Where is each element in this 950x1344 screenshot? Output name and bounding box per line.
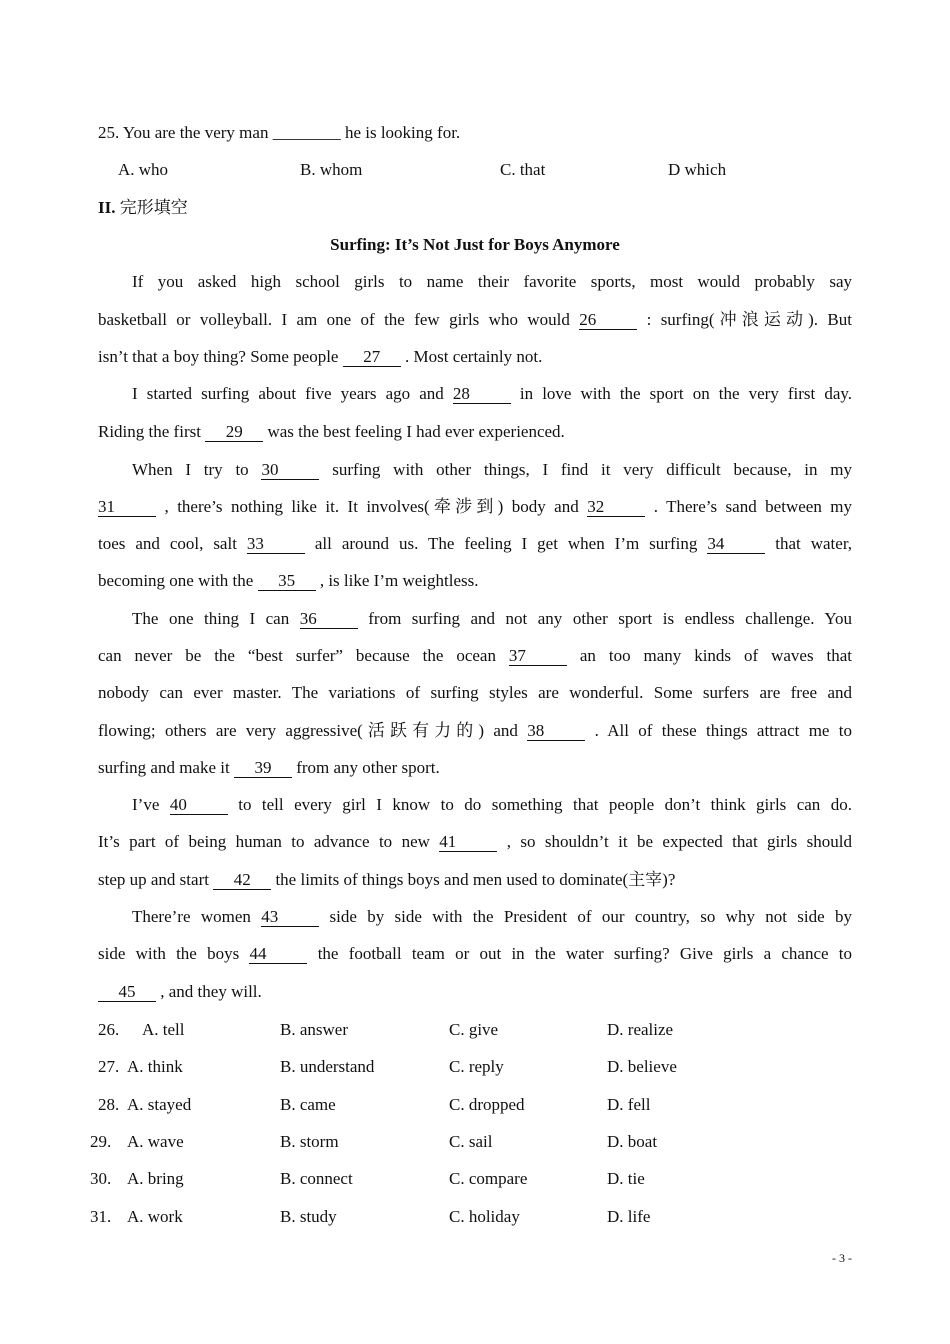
blank-41: 41	[439, 832, 497, 852]
passage-text: I started surfing about five years ago and	[132, 384, 444, 403]
passage-line	[98, 420, 852, 444]
section-heading	[98, 196, 188, 220]
passage-line	[98, 495, 852, 519]
passage-line	[98, 719, 852, 743]
option-number: 30.	[90, 1169, 112, 1188]
blank-28: 28	[453, 384, 511, 404]
passage-text: the limits of things boys and men used to dominate(主宰)?	[275, 870, 676, 889]
blank-30: 30	[261, 460, 319, 480]
blank-33: 33	[247, 534, 305, 554]
passage-line	[98, 308, 852, 332]
page-number: - 3 -	[832, 1251, 852, 1265]
passage-text: surfing with other things, I find it very difficult because, in my	[332, 460, 853, 479]
passage-text: There’re women	[132, 907, 251, 926]
passage-text: side by side with the President of our country, so why not side by	[329, 907, 852, 926]
option-a: A. tell	[142, 1020, 185, 1039]
option-d: D. boat	[607, 1132, 658, 1151]
passage-line	[98, 644, 852, 668]
option-c: C. sail	[449, 1132, 493, 1151]
passage-line	[98, 681, 852, 705]
option-b: B. came	[280, 1095, 336, 1114]
option-c: C. reply	[449, 1057, 504, 1076]
passage-text: basketball or volleyball. I am one of the few girls who would	[98, 310, 570, 329]
passage-text: nobody can ever master. The variations of surfing styles are wonderful. Some surfers are free and	[98, 683, 852, 702]
option-b: B. connect	[280, 1169, 353, 1188]
option-a: A. stayed	[127, 1095, 192, 1114]
passage-text: If you asked high school girls to name their favorite sports, most would probably say	[132, 272, 852, 291]
q25-option-b: B. whom	[300, 160, 363, 179]
passage-text: Riding the first	[98, 422, 201, 441]
passage-text: , so shouldn’t it be expected that girls should	[506, 832, 853, 851]
option-b: B. understand	[280, 1057, 375, 1076]
passage-text: . All of these things attract me to	[594, 721, 853, 740]
option-c: C. compare	[449, 1169, 528, 1188]
passage-line	[132, 793, 852, 817]
option-a: A. bring	[127, 1169, 184, 1188]
option-d: D. tie	[607, 1169, 645, 1188]
blank-36: 36	[300, 609, 358, 629]
passage-text: , is like I’m weightless.	[319, 571, 479, 590]
blank-37: 37	[509, 646, 567, 666]
passage-text: that water,	[775, 534, 853, 553]
passage-text: I’ve	[132, 795, 160, 814]
passage-text: can never be the “best surfer” because the ocean	[98, 646, 496, 665]
blank-45: 45	[98, 982, 156, 1002]
q25-stem-post: he is looking for.	[344, 123, 461, 142]
blank-31: 31	[98, 497, 156, 517]
blank-29: 29	[205, 422, 263, 442]
passage-text: from any other sport.	[296, 758, 440, 777]
option-b: B. study	[280, 1207, 337, 1226]
blank-40: 40	[170, 795, 228, 815]
option-c: C. holiday	[449, 1207, 520, 1226]
passage-line	[98, 980, 852, 1004]
option-c: C. dropped	[449, 1095, 525, 1114]
blank-43: 43	[261, 907, 319, 927]
option-number: 26.	[98, 1020, 120, 1039]
passage-text: becoming one with the	[98, 571, 254, 590]
passage-text: all around us. The feeling I get when I’m surfing	[314, 534, 698, 553]
passage-text: flowing; others are very aggressive(活跃有力的) and	[98, 721, 518, 740]
blank-35: 35	[258, 571, 316, 591]
passage-text: was the best feeling I had ever experienced.	[267, 422, 565, 441]
q25-option-d: D which	[668, 160, 727, 179]
q25-option-c: C. that	[500, 160, 546, 179]
question-25-stem	[98, 121, 852, 145]
passage-line	[132, 607, 852, 631]
passage-line	[132, 458, 852, 482]
passage-line	[98, 868, 852, 892]
section-title: 完形填空	[119, 198, 188, 217]
passage-line	[98, 830, 852, 854]
option-c: C. give	[449, 1020, 499, 1039]
blank-42: 42	[213, 870, 271, 890]
passage-line	[98, 532, 852, 556]
option-d: D. life	[607, 1207, 651, 1226]
q25-option-a: A. who	[118, 160, 169, 179]
option-d: D. believe	[607, 1057, 677, 1076]
passage-text: It’s part of being human to advance to new	[98, 832, 430, 851]
passage-text: side with the boys	[98, 944, 240, 963]
option-d: D. realize	[607, 1020, 674, 1039]
option-number: 28.	[98, 1095, 120, 1114]
passage-line	[132, 270, 852, 294]
blank-38: 38	[527, 721, 585, 741]
passage-text: from surfing and not any other sport is endless challenge. You	[368, 609, 852, 628]
blank-34: 34	[707, 534, 765, 554]
passage-text: to tell every girl I know to do something that people don’t think girls can do.	[238, 795, 852, 814]
passage-line	[98, 345, 852, 369]
passage-text: The one thing I can	[132, 609, 290, 628]
passage-line	[98, 756, 852, 780]
passage-text: , there’s nothing like it. It involves(牵涉到) body and	[164, 497, 579, 516]
passage-text: the football team or out in the water surfing? Give girls a chance to	[317, 944, 853, 963]
passage-text: step up and start	[98, 870, 209, 889]
option-number: 31.	[90, 1207, 112, 1226]
passage-line	[132, 905, 852, 929]
passage-text: an too many kinds of waves that	[579, 646, 852, 665]
passage-text: When I try to	[132, 460, 249, 479]
passage-text: toes and cool, salt	[98, 534, 237, 553]
option-number: 29.	[90, 1132, 112, 1151]
option-d: D. fell	[607, 1095, 651, 1114]
option-number: 27.	[98, 1057, 120, 1076]
option-a: A. work	[127, 1207, 183, 1226]
blank-44: 44	[249, 944, 307, 964]
blank-27: 27	[343, 347, 401, 367]
option-a: A. think	[127, 1057, 183, 1076]
passage-title: Surfing: It’s Not Just for Boys Anymore	[330, 235, 620, 254]
passage-text: surfing and make it	[98, 758, 230, 777]
passage-text: . Most certainly not.	[404, 347, 543, 366]
q25-blank: ________	[272, 123, 341, 142]
option-b: B. answer	[280, 1020, 348, 1039]
blank-32: 32	[587, 497, 645, 517]
blank-39: 39	[234, 758, 292, 778]
section-number: II.	[98, 198, 116, 217]
passage-text: in love with the sport on the very first day.	[519, 384, 853, 403]
passage-text: . There’s sand between my	[653, 497, 853, 516]
passage-text: isn’t that a boy thing? Some people	[98, 347, 339, 366]
q25-stem-pre: 25. You are the very man	[98, 123, 269, 142]
option-a: A. wave	[127, 1132, 184, 1151]
passage-text: , and they will.	[160, 982, 262, 1001]
passage-line	[98, 942, 852, 966]
passage-text: : surfing(冲浪运动). But	[646, 310, 852, 329]
option-b: B. storm	[280, 1132, 339, 1151]
passage-line	[98, 569, 852, 593]
blank-26: 26	[579, 310, 637, 330]
passage-line	[132, 382, 852, 406]
